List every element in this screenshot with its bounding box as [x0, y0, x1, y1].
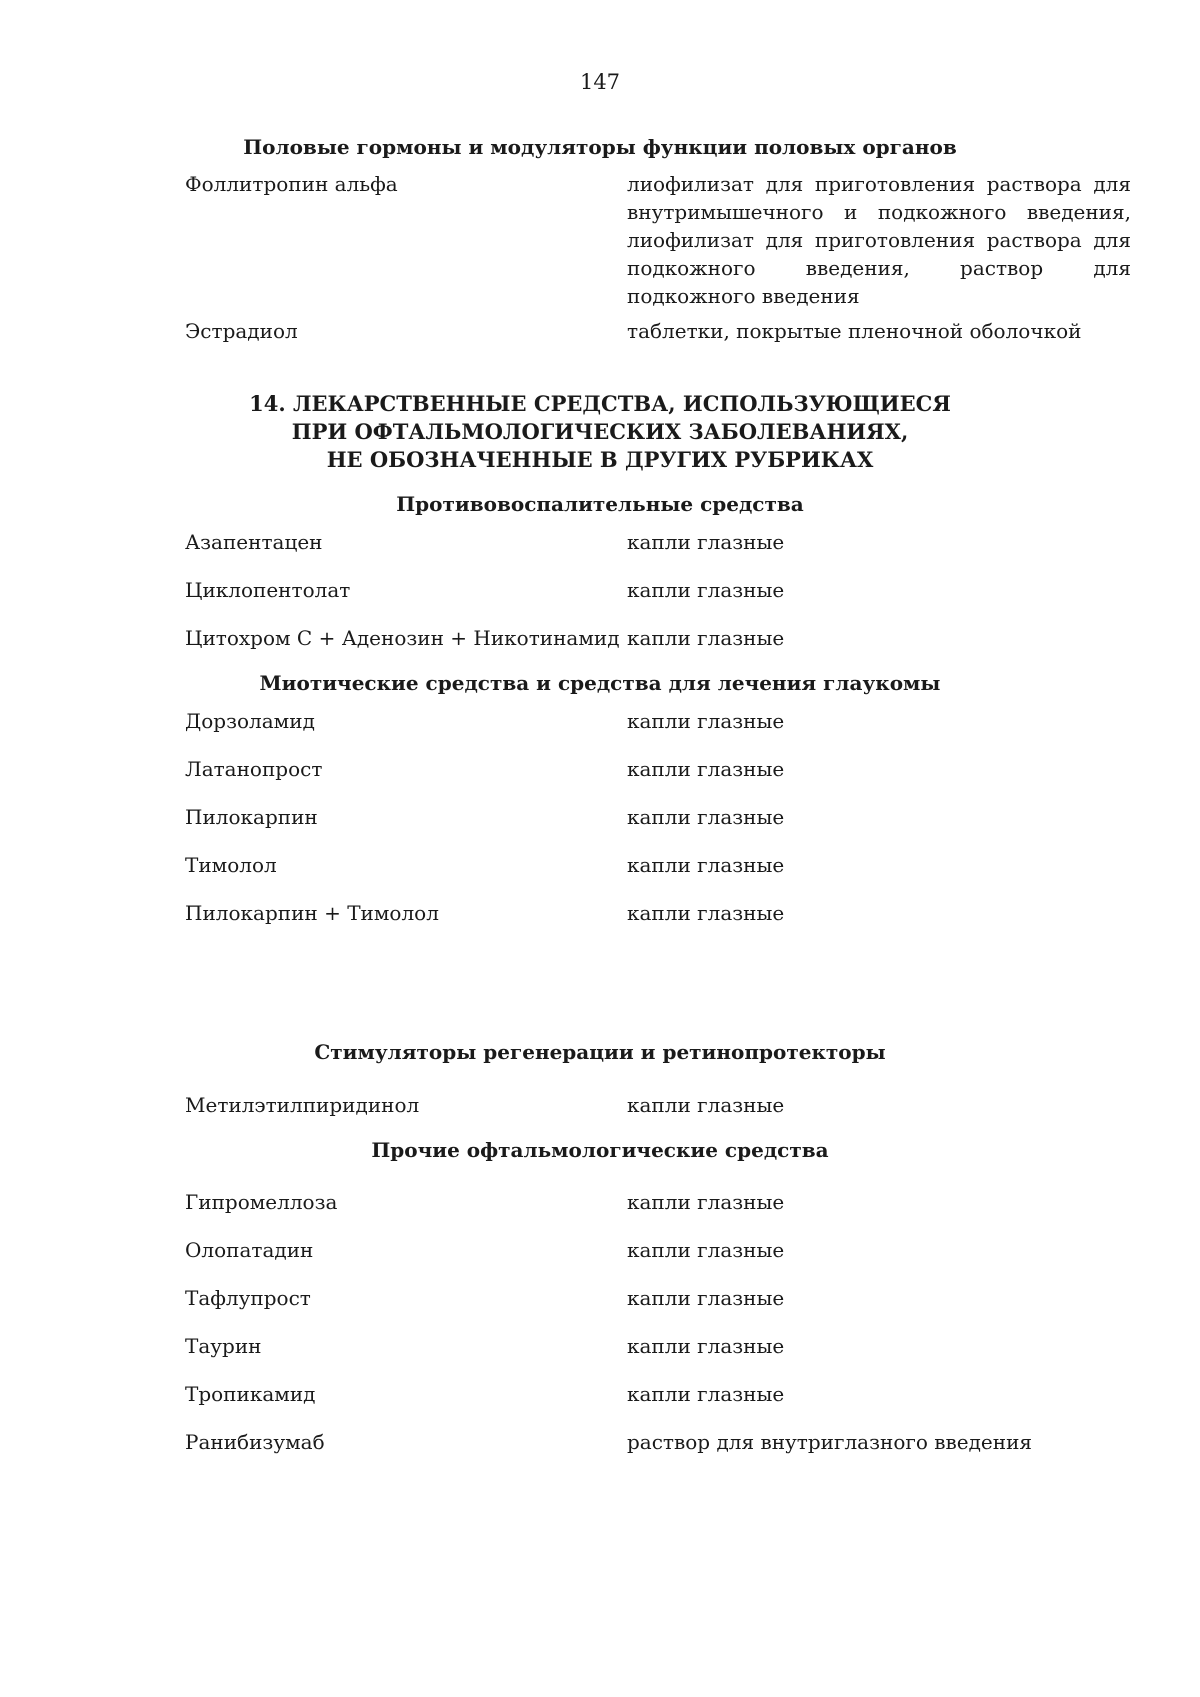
drug-name: Дорзоламид [185, 709, 315, 733]
section-title-line: НЕ ОБОЗНАЧЕННЫЕ В ДРУГИХ РУБРИКАХ [326, 447, 874, 472]
dosage-form: капли глазные [627, 901, 785, 925]
dosage-form: капли глазные [627, 578, 785, 602]
dosage-form: капли глазные [627, 1190, 785, 1214]
section-title-line: ПРИ ОФТАЛЬМОЛОГИЧЕСКИХ ЗАБОЛЕВАНИЯХ, [291, 419, 909, 444]
drug-name: Таурин [185, 1334, 262, 1358]
subsection-title-regeneration: Стимуляторы регенерации и ретинопротекторы [314, 1040, 886, 1064]
drug-name: Пилокарпин + Тимолол [185, 901, 439, 925]
drug-name: Фоллитропин альфа [185, 172, 398, 196]
drug-name: Азапентацен [185, 530, 323, 554]
drug-name: Цитохром С + Аденозин + Никотинамид [185, 626, 620, 650]
dosage-form: капли глазные [627, 853, 785, 877]
drug-name: Гипромеллоза [185, 1190, 338, 1214]
drug-name: Циклопентолат [185, 578, 351, 602]
drug-name: Эстрадиол [185, 319, 298, 343]
dosage-form: капли глазные [627, 530, 785, 554]
subsection-title-glaucoma: Миотические средства и средства для лечения глаукомы [259, 671, 941, 695]
drug-name: Тимолол [185, 853, 277, 877]
dosage-form: капли глазные [627, 1238, 785, 1262]
dosage-form: таблетки, покрытые пленочной оболочкой [627, 319, 1082, 343]
dosage-form: капли глазные [627, 709, 785, 733]
subsection-title-hormones: Половые гормоны и модуляторы функции половых органов [243, 135, 957, 159]
dosage-form: капли глазные [627, 626, 785, 650]
dosage-form: капли глазные [627, 805, 785, 829]
subsection-title-anti-inflammatory: Противовоспалительные средства [396, 492, 804, 516]
section-title-line: 14. ЛЕКАРСТВЕННЫЕ СРЕДСТВА, ИСПОЛЬЗУЮЩИЕСЯ [249, 391, 951, 416]
drug-name: Олопатадин [185, 1238, 314, 1262]
dosage-form: капли глазные [627, 1382, 785, 1406]
dosage-form: капли глазные [627, 1093, 785, 1117]
drug-name: Тафлупрост [185, 1286, 311, 1310]
drug-name: Метилэтилпиридинол [185, 1093, 420, 1117]
dosage-form: капли глазные [627, 1286, 785, 1310]
drug-name: Пилокарпин [185, 805, 318, 829]
dosage-form: раствор для внутриглазного введения [627, 1430, 1033, 1454]
drug-name: Ранибизумаб [185, 1430, 325, 1454]
page-number: 147 [579, 70, 621, 94]
dosage-form: капли глазные [627, 1334, 785, 1358]
subsection-title-other: Прочие офтальмологические средства [371, 1138, 829, 1162]
table-row [185, 170, 1131, 308]
drug-name: Латанопрост [185, 757, 323, 781]
section-title [0, 390, 1200, 474]
dosage-form: капли глазные [627, 757, 785, 781]
dosage-form: лиофилизат для приготовления раствора для внутримышечного и подкожного введения, лиофилизат для приготовления раствора для подкожного введения, раствор для подкожного введения [627, 172, 1131, 308]
drug-name: Тропикамид [185, 1382, 316, 1406]
